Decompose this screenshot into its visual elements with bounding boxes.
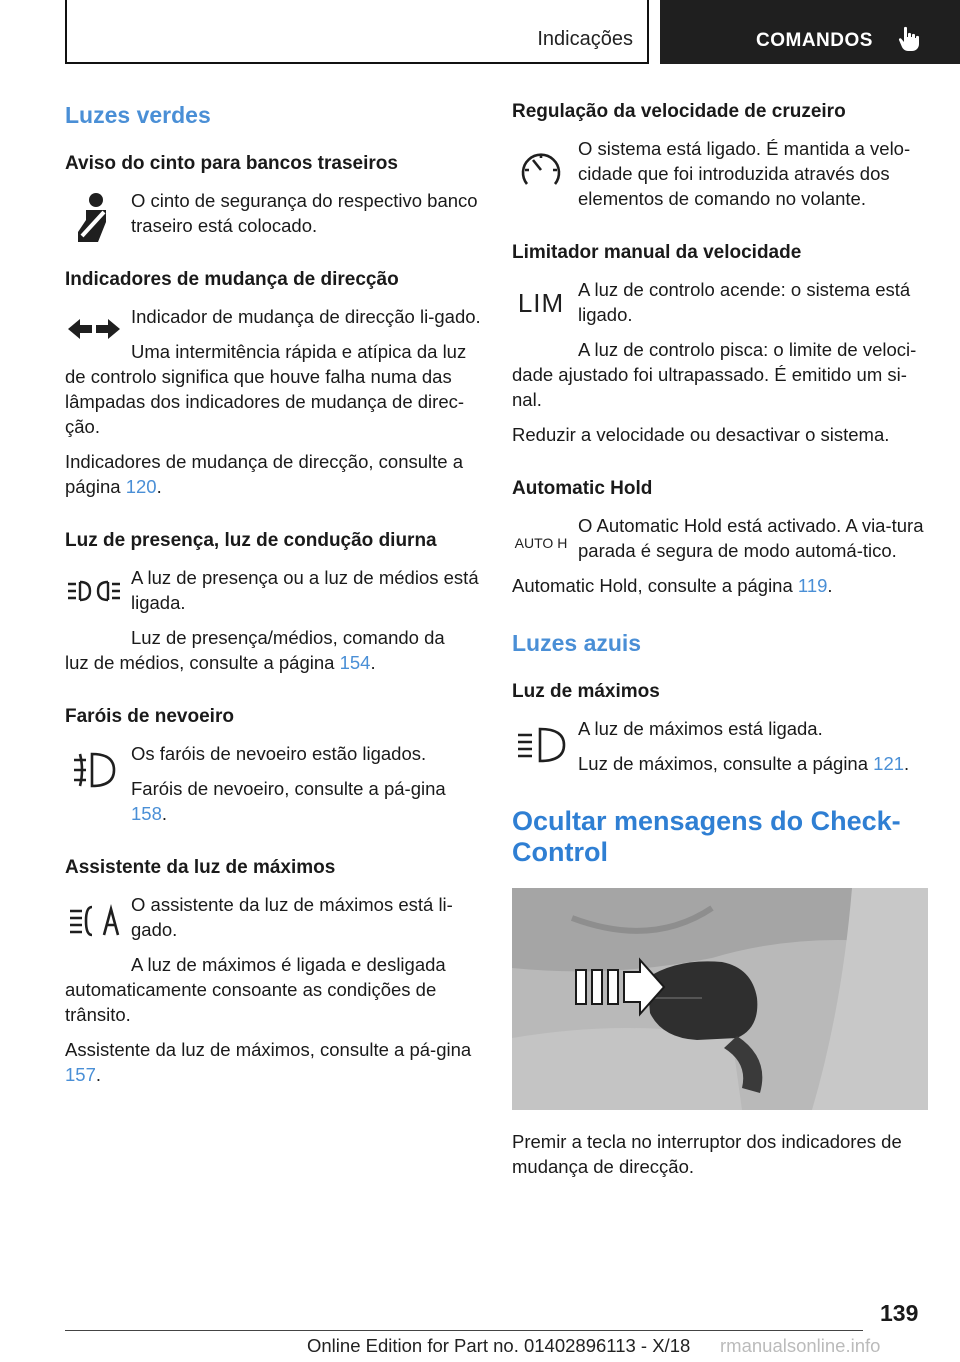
text-high-beam-ref: Luz de máximos, consulte a página 121. xyxy=(578,753,910,774)
section-high-beam-assist xyxy=(65,856,481,1087)
footer-rule xyxy=(65,1330,863,1331)
entry-parking-lights xyxy=(65,565,481,675)
link-page-121[interactable]: 121 xyxy=(873,753,905,774)
link-page-120[interactable]: 120 xyxy=(125,476,157,497)
section-speed-limiter xyxy=(512,241,928,447)
link-page-119[interactable]: 119 xyxy=(797,575,828,596)
text-turn-signal-fast-a: Uma intermitência rápida e atípica da luz xyxy=(131,341,467,362)
entry-rear-seatbelt xyxy=(65,188,481,238)
entry-high-beam-assist xyxy=(65,892,481,1087)
entry-fog-lights xyxy=(65,741,481,826)
section-title-blue-lights: Luzes azuis xyxy=(512,630,642,656)
seatbelt-person-icon xyxy=(65,190,123,246)
link-page-154[interactable]: 154 xyxy=(339,652,371,673)
header-chapter-label: COMANDOS xyxy=(756,30,873,51)
section-rear-seatbelt xyxy=(65,152,481,238)
turn-signal-arrows-icon xyxy=(65,314,123,344)
pointing-hand-icon xyxy=(898,26,920,52)
text-high-beam-assist-ref: Assistente da luz de máximos, consulte a pá‐gina 157. xyxy=(65,1039,472,1085)
text-fog-light-ref: Faróis de nevoeiro, consulte a pá‐gina 158. xyxy=(131,778,446,824)
link-page-158[interactable]: 158 xyxy=(131,803,162,824)
text-rear-seatbelt: O cinto de segurança do respectivo banco traseiro está colocado. xyxy=(131,190,478,236)
heading-cruise-control: Regulação da velocidade de cruzeiro xyxy=(512,101,846,122)
header-section-title: Indicações xyxy=(537,28,633,50)
section-high-beam xyxy=(512,680,928,776)
section-turn-signals xyxy=(65,268,481,499)
text-cruise-control-on: O sistema está ligado. É mantida a velo‐cidade que foi introduzida através dos elementos de comando no volante. xyxy=(578,138,911,209)
text-high-beam-assist-on: O assistente da luz de máximos está li‐gado. xyxy=(131,894,453,940)
fog-light-icon xyxy=(65,747,123,793)
heading-speed-limiter: Limitador manual da velocidade xyxy=(512,242,802,263)
auto-hold-indicator-icon xyxy=(512,523,570,563)
text-fog-light-on: Os faróis de nevoeiro estão ligados. xyxy=(131,743,427,764)
text-high-beam-assist-auto-b: automaticamente consoante as condições de trânsito. xyxy=(65,979,437,1025)
text-parking-light-on: A luz de presença ou a luz de médios está ligada. xyxy=(131,567,479,613)
right-column xyxy=(512,100,928,1189)
heading-high-beam: Luz de máximos xyxy=(512,681,660,702)
entry-high-beam xyxy=(512,716,928,776)
footer-watermark: rmanualsonline.info xyxy=(720,1335,881,1356)
high-beam-icon xyxy=(512,720,570,770)
lim-indicator-label: LIM xyxy=(517,287,565,318)
text-speed-limiter-blink-a: A luz de controlo pisca: o limite de veloci‐ xyxy=(578,339,917,360)
parking-light-icon xyxy=(65,573,123,609)
link-page-157[interactable]: 157 xyxy=(65,1064,96,1085)
entry-turn-signals xyxy=(65,304,481,499)
text-turn-signal-on: Indicador de mudança de direcção li‐gado. xyxy=(131,306,481,327)
section-title-check-control: Ocultar mensagens do Check-Control xyxy=(512,806,901,867)
heading-fog-lights: Faróis de nevoeiro xyxy=(65,706,234,727)
entry-speed-limiter xyxy=(512,277,928,447)
text-parking-light-ref-b: luz de médios, consulte a página 154. xyxy=(65,652,376,673)
section-fog-lights xyxy=(65,705,481,826)
lim-indicator-icon xyxy=(512,283,570,323)
text-high-beam-assist-auto-a: A luz de máximos é ligada e desligada xyxy=(131,954,446,975)
text-speed-limiter-on: A luz de controlo acende: o sistema está ligado. xyxy=(578,279,911,325)
text-turn-signal-fast-b: de controlo significa que houve falha numa das lâmpadas dos indicadores de mudança de direc‐ção. xyxy=(65,366,465,437)
text-high-beam-on: A luz de máximos está ligada. xyxy=(578,718,823,739)
text-automatic-hold-ref: Automatic Hold, consulte a página 119. xyxy=(512,575,833,596)
section-cruise-control xyxy=(512,100,928,211)
heading-parking-lights: Luz de presença, luz de condução diurna xyxy=(65,530,437,551)
section-parking-lights xyxy=(65,529,481,675)
section-automatic-hold xyxy=(512,477,928,598)
heading-rear-seatbelt: Aviso do cinto para bancos traseiros xyxy=(65,153,398,174)
text-parking-light-ref-a: Luz de presença/médios, comando da xyxy=(131,627,445,648)
text-automatic-hold-on: O Automatic Hold está activado. A via‐tura parada é segura de modo automá‐tico. xyxy=(578,515,924,561)
entry-cruise-control xyxy=(512,136,928,211)
header-section-box xyxy=(65,0,649,64)
text-turn-signal-ref: Indicadores de mudança de direcção, consulte a página 120. xyxy=(65,451,464,497)
high-beam-assist-icon xyxy=(65,898,123,944)
footer-edition: Online Edition for Part no. 01402896113 - X/18 xyxy=(307,1335,691,1356)
section-title-green-lights: Luzes verdes xyxy=(65,102,211,128)
heading-turn-signals: Indicadores de mudança de direcção xyxy=(65,269,399,290)
heading-high-beam-assist: Assistente da luz de máximos xyxy=(65,857,336,878)
caption-check-control: Premir a tecla no interruptor dos indicadores de mudança de direcção. xyxy=(512,1131,902,1177)
page-number: 139 xyxy=(880,1300,919,1326)
header-chapter-tab[interactable] xyxy=(660,0,960,64)
turn-signal-stalk-photo xyxy=(512,888,928,1110)
left-column xyxy=(65,100,481,1117)
heading-automatic-hold: Automatic Hold xyxy=(512,478,653,499)
entry-automatic-hold xyxy=(512,513,928,598)
auto-hold-indicator-label: AUTO H xyxy=(514,535,568,551)
text-speed-limiter-reduce: Reduzir a velocidade ou desactivar o sistema. xyxy=(512,424,890,445)
text-speed-limiter-blink-b: dade ajustado foi ultrapassado. É emitido um si‐nal. xyxy=(512,364,907,410)
speedometer-icon xyxy=(512,140,570,200)
